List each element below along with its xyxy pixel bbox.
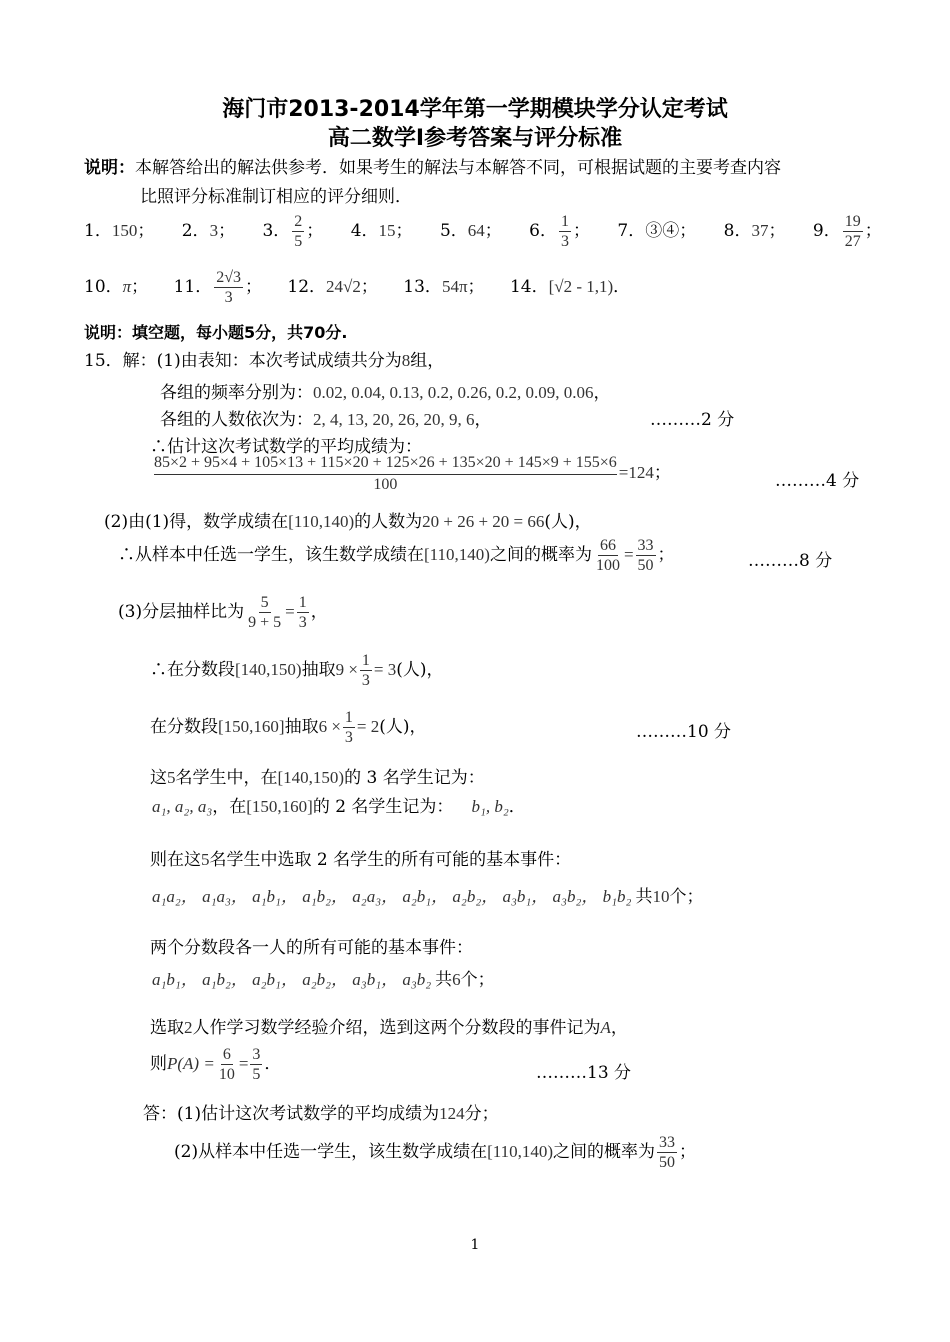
answer-3: 3． $\frac{2}{5}$ ； bbox=[262, 213, 324, 250]
q15-part2-line1: (2)由(1)得，数学成绩在[110,140)的人数为20 + 26 + 20 = 66(人)， bbox=[104, 512, 592, 532]
answer-6: 6． $\frac{1}{3}$ ； bbox=[529, 213, 590, 250]
answer-4: 4．15； bbox=[350, 221, 413, 241]
note-text-line1: 本解答给出的解法供参考．如果考生的解法与本解答不同，可根据试题的主要考查内容 bbox=[135, 158, 781, 178]
answer-12: 12．24√2； bbox=[287, 277, 378, 297]
answers-row-2 bbox=[84, 268, 630, 307]
q15-probability-result: 则P(A) = $\frac{6}{10}$ = $\frac{3}{5}$ ． bbox=[150, 1046, 282, 1083]
note-paragraph bbox=[84, 153, 781, 178]
answer-11: 11． $\frac{2√3}{3}$ ； bbox=[173, 269, 262, 306]
q15-part3-ratio: (3)分层抽样比为 $\frac{5}{9 + 5}$ = $\frac{1}{3}$ ， bbox=[118, 594, 328, 631]
q15-select-event: 选取2人作学习数学经验介绍，选到这两个分数段的事件记为A， bbox=[150, 1018, 628, 1038]
q15-frequencies: 各组的频率分别为：0.02, 0.04, 0.13, 0.2, 0.26, 0.2, 0.09, 0.06， bbox=[160, 383, 611, 403]
q15-answer-1: 答：(1)估计这次考试数学的平均成绩为124分； bbox=[143, 1104, 499, 1124]
q15-intro: 15．解：(1)由表知：本次考试成绩共分为8组， bbox=[84, 351, 445, 371]
q15-counts: 各组的人数依次为：2, 4, 13, 20, 26, 20, 9, 6， bbox=[160, 410, 492, 430]
q15-two-segment-events: a₁b₁， a₁b₂， a₂b₁， a₂b₂， a₃b₁， a₃b₂ 共6个； bbox=[152, 970, 495, 990]
q15-answer-2: (2)从样本中任选一学生，该生数学成绩在[110,140)之间的概率为 $\frac{33}{50}$ ； bbox=[174, 1134, 697, 1171]
answers-row-1 bbox=[84, 212, 882, 251]
answer-10: 10．π； bbox=[84, 277, 149, 297]
score-mark-8: ………8 分 bbox=[748, 551, 833, 571]
score-mark-4: ………4 分 bbox=[775, 471, 860, 491]
q15-students-names: a₁, a₂, a₃，在[150,160]的 2 名学生记为： b₁, b₂． bbox=[152, 797, 526, 817]
fill-in-note: 说明：填空题，每小题5分，共70分. bbox=[84, 323, 348, 342]
q15-estimate-label: ∴估计这次考试数学的平均成绩为： bbox=[150, 437, 422, 457]
q15-all-events: a₁a₂， a₁a₃， a₁b₁， a₁b₂， a₂a₃， a₂b₁， a₂b₂， a₃b₁， a₃b₂， b₁b₂ 共10个； bbox=[152, 887, 704, 907]
answer-9: 9． $\frac{19}{27}$ ； bbox=[812, 213, 882, 250]
q15-students-a-label: 这5名学生中，在[140,150)的 3 名学生记为： bbox=[150, 768, 485, 788]
score-mark-10: ………10 分 bbox=[636, 722, 732, 742]
q15-mean-formula: 85×2 + 95×4 + 105×13 + 115×20 + 125×26 + 135×20 + 145×9 + 155×6 100 =124； bbox=[154, 454, 671, 493]
note-text-line2: 比照评分标准制订相应的评分细则． bbox=[140, 187, 412, 207]
score-mark-13: ………13 分 bbox=[536, 1063, 632, 1083]
document-title-line1: 海门市2013-2014学年第一学期模块学分认定考试 bbox=[222, 97, 728, 122]
q15-pick-two-label: 则在这5名学生中选取 2 名学生的所有可能的基本事件： bbox=[150, 850, 572, 870]
answer-5: 5．64； bbox=[439, 221, 502, 241]
score-mark-2: ………2 分 bbox=[650, 410, 735, 430]
answer-7: 7．③④； bbox=[617, 221, 697, 241]
answer-14: 14．[√2 - 1,1)． bbox=[509, 277, 631, 297]
page-number: 1 bbox=[470, 1237, 480, 1253]
note-label: 说明： bbox=[84, 158, 135, 178]
q15-sample-140-150: ∴在分数段[140,150)抽取9 × $\frac{1}{3}$ = 3(人)， bbox=[150, 652, 444, 689]
q15-sample-150-160: 在分数段[150,160]抽取6 × $\frac{1}{3}$ = 2(人)， bbox=[150, 709, 427, 746]
answer-1: 1．150； bbox=[84, 221, 155, 241]
answer-2: 2．3； bbox=[181, 221, 236, 241]
answer-8: 8．37； bbox=[723, 221, 786, 241]
answer-13: 13．54π； bbox=[403, 277, 485, 297]
q15-two-segment-label: 两个分数段各一人的所有可能的基本事件： bbox=[150, 938, 473, 958]
document-title-line2: 高二数学Ⅰ参考答案与评分标准 bbox=[327, 126, 623, 151]
q15-part2-line2: ∴从样本中任选一学生，该生数学成绩在[110,140)之间的概率为 $\frac{66}{100}$ = $\frac{33}{50}$ ； bbox=[118, 537, 675, 574]
